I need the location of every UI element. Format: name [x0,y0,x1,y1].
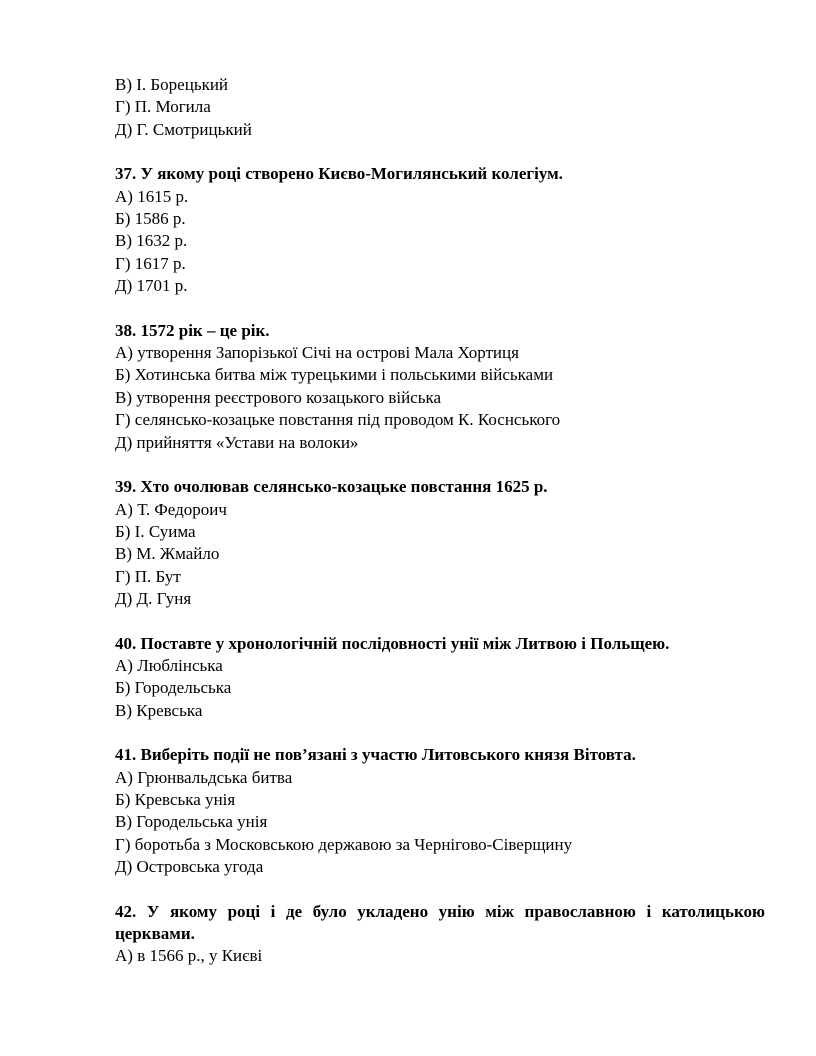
question-heading [115,163,765,185]
question-text: Виберіть події не пов’язані з участю Литовського князя Вітовта. [140,745,636,765]
answer-option: А) Грюнвальдська битва [115,767,293,787]
question-41 [115,744,765,878]
previous-question-answers [115,74,765,141]
answer-option: Г) боротьба з Московською державою за Чернігово-Сіверщину [115,834,573,854]
question-number: 39. [115,477,137,497]
answer-option: В) Городельська унія [115,812,268,832]
question-heading [115,744,765,766]
answer-option: А) Т. Федороич [115,499,227,519]
answer-option: Б) Кревська унія [115,789,236,809]
answer-option: В) Кревська [115,700,203,720]
answer-option: А) утворення Запорізької Січі на острові Мала Хортиця [115,343,519,363]
question-number: 41. [115,745,137,765]
question-text: Хто очолював селянсько-козацьке повстання 1625 р. [140,477,548,497]
question-text: У якому році і де було укладено унію між православною і католицькою церквами. [115,901,766,943]
question-number: 42. [115,901,137,921]
answer-option: Г) 1617 р. [115,253,186,273]
answer-option: А) Люблінська [115,655,223,675]
question-heading [115,633,765,655]
question-number: 38. [115,320,137,340]
answer-option: В) І. Борецький [115,75,229,94]
question-heading [115,476,765,498]
answer-option: Д) Островська угода [115,857,264,877]
answer-option: А) 1615 р. [115,186,189,206]
answer-option: Д) Д. Гуня [115,589,192,609]
answer-option: Г) П. Бут [115,566,181,586]
question-42 [115,901,765,968]
question-text: Поставте у хронологічній послідовності унії між Литвою і Польщею. [140,633,670,653]
answer-option: А) в 1566 р., у Києві [115,946,263,966]
question-39 [115,476,765,610]
question-40 [115,633,765,723]
answer-option: Г) селянсько-козацьке повстання під проводом К. Коснського [115,410,561,430]
answer-option: Б) І. Суима [115,521,196,541]
answer-option: Б) 1586 р. [115,209,186,229]
question-text: 1572 рік – це рік. [140,320,270,340]
answer-option: Б) Городельська [115,678,232,698]
question-heading [115,901,765,946]
answer-option: Б) Хотинська битва між турецькими і польськими військами [115,365,554,385]
answer-option: В) М. Жмайло [115,544,220,564]
answer-option: Д) 1701 р. [115,276,188,296]
document-page [115,74,765,968]
question-heading [115,320,765,342]
question-number: 37. [115,164,137,184]
question-37 [115,163,765,297]
answer-option: Г) П. Могила [115,97,211,117]
question-text: У якому році створено Києво-Могилянський колегіум. [140,164,563,184]
question-38 [115,320,765,454]
answer-option: В) утворення реєстрового козацького війська [115,387,442,407]
question-number: 40. [115,633,137,653]
answer-option: Д) прийняття «Устави на волоки» [115,432,359,452]
answer-option: Д) Г. Смотрицький [115,119,252,139]
answer-option: В) 1632 р. [115,231,188,251]
